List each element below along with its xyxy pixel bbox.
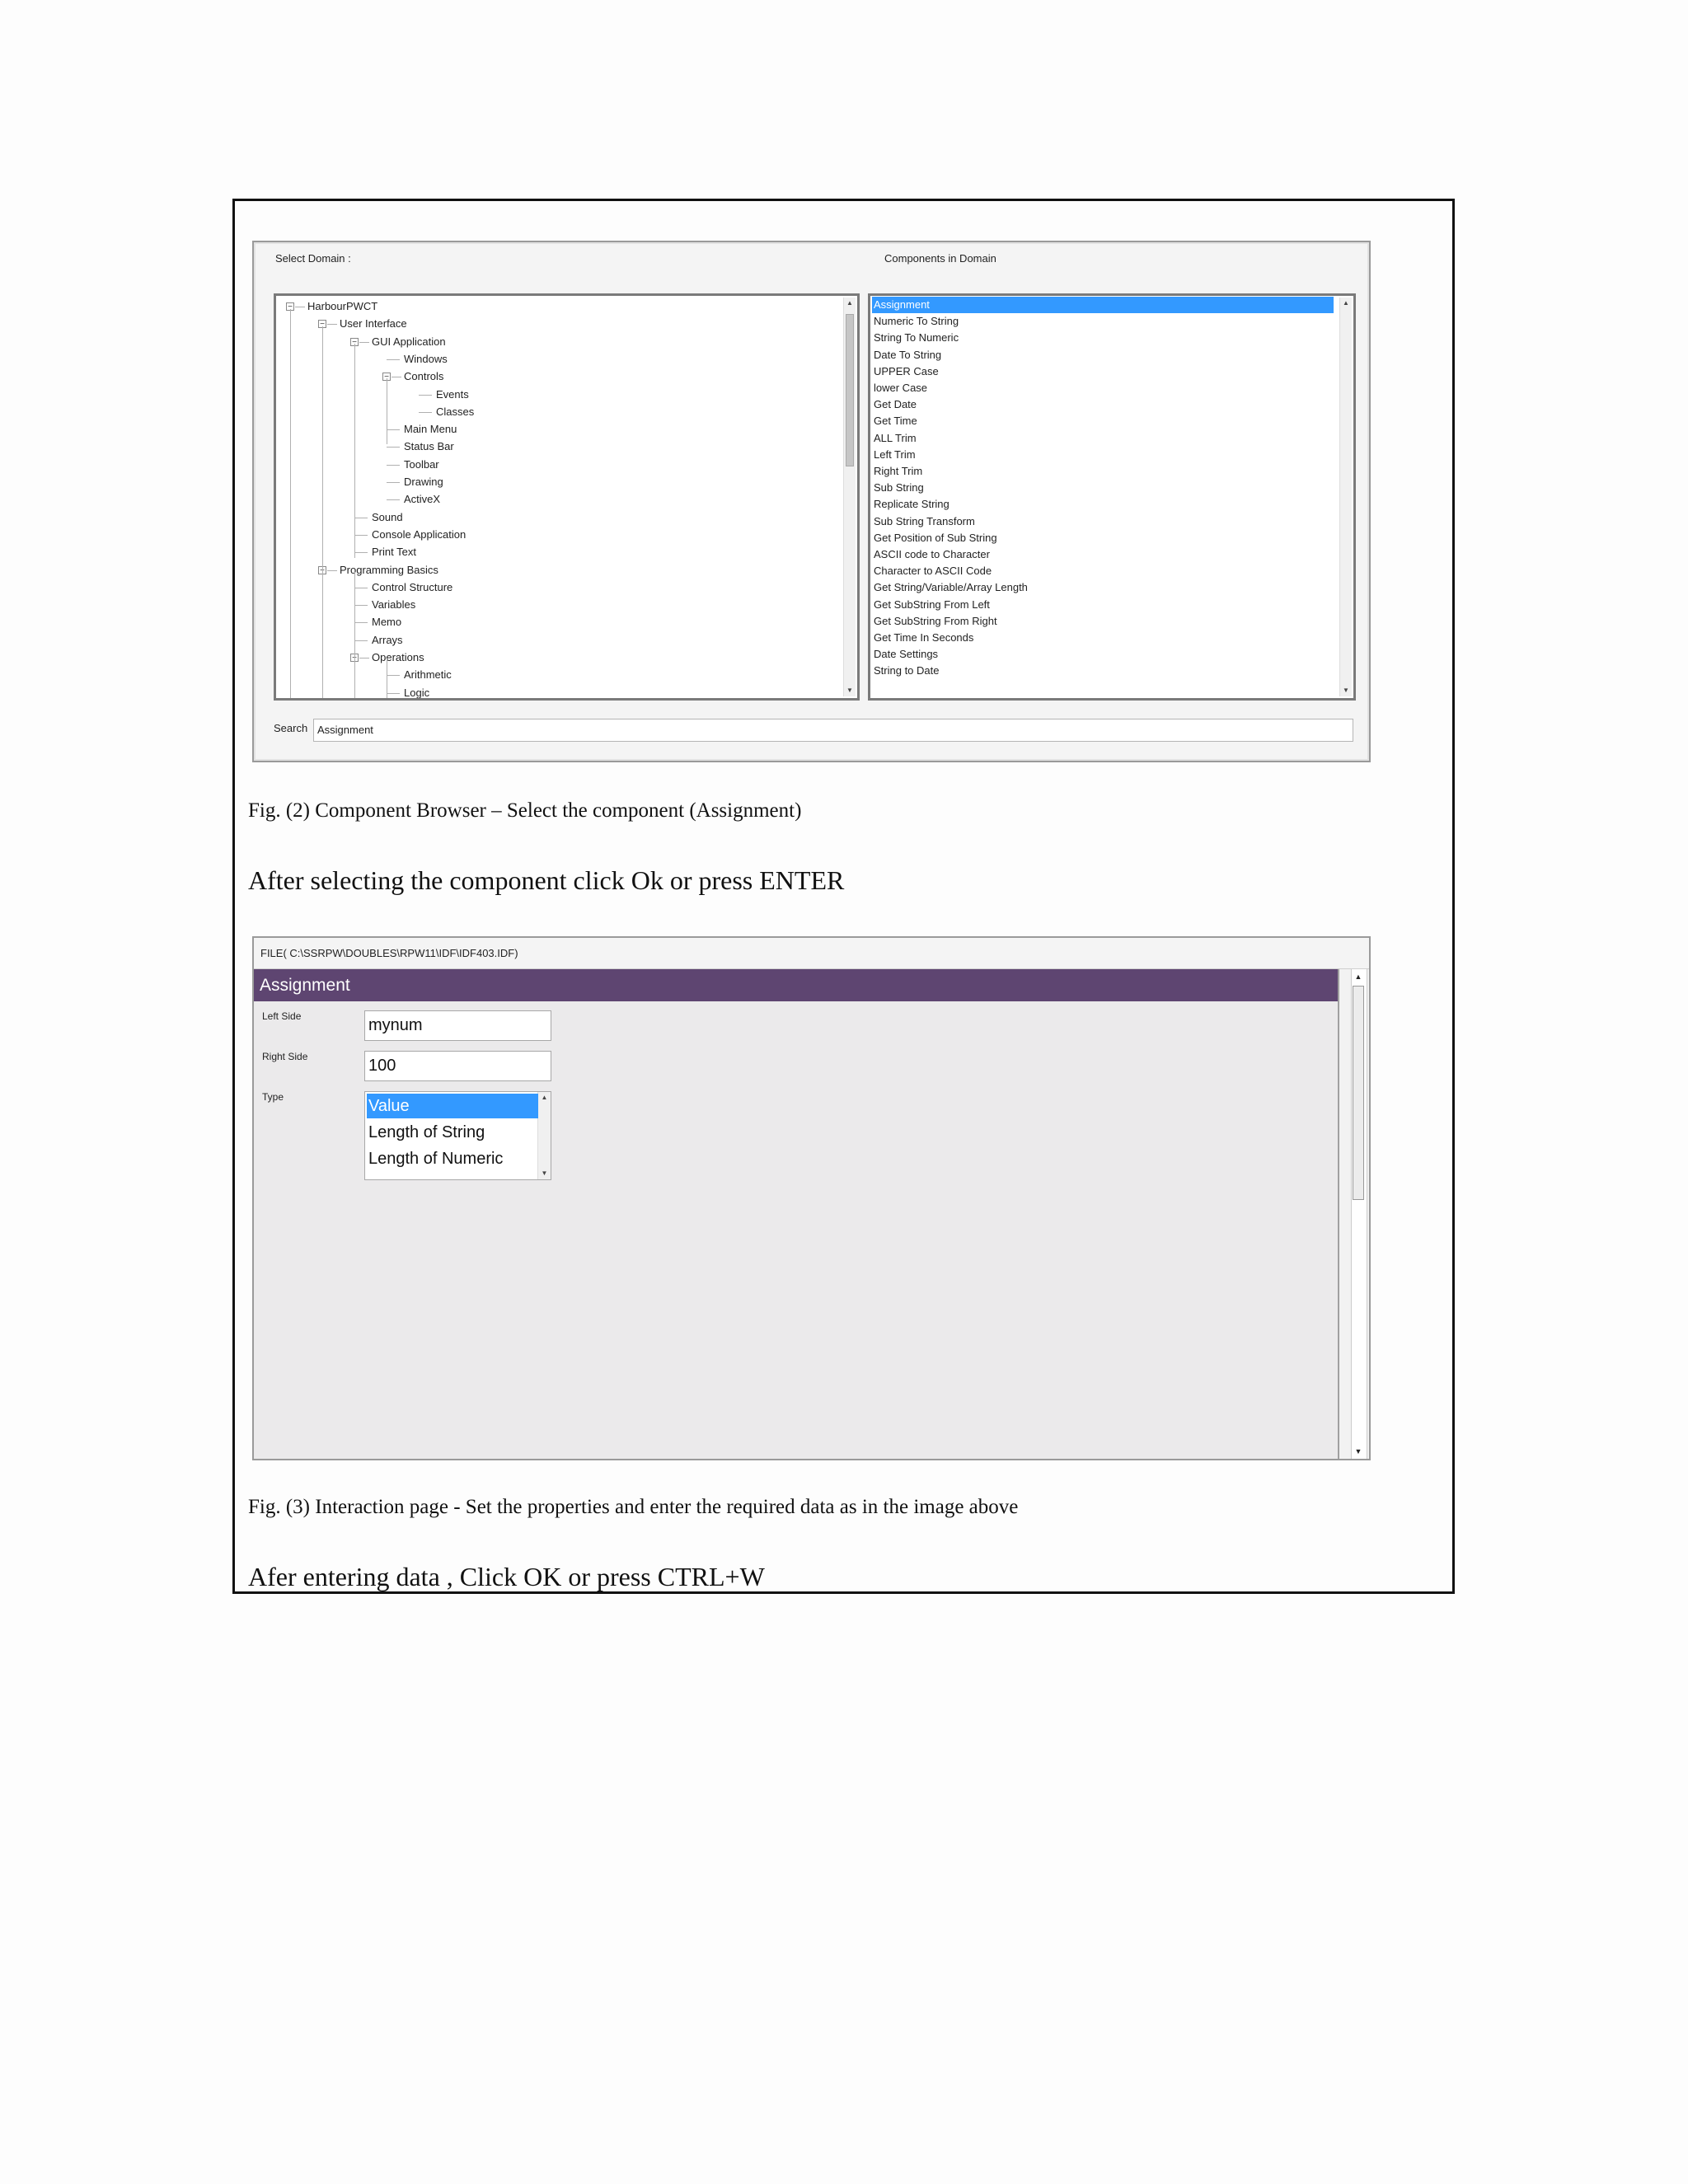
tree-item[interactable]: Print Text [372, 546, 416, 559]
tree-item[interactable]: HarbourPWCT [307, 300, 378, 312]
tree-item[interactable]: User Interface [340, 317, 407, 330]
scroll-down-arrow-icon[interactable]: ▼ [1354, 1447, 1362, 1455]
fig3-caption: Fig. (3) Interaction page - Set the properties and enter the required data as in the image above [248, 1496, 1019, 1518]
tree-item[interactable]: GUI Application [372, 335, 446, 348]
component-list-item[interactable]: Date To String [874, 348, 942, 361]
components-scrollbar[interactable] [1339, 298, 1352, 696]
tree-connector [354, 605, 368, 606]
type-option[interactable]: Length of String [368, 1123, 485, 1141]
tree-collapse-icon[interactable]: − [382, 373, 391, 381]
select-domain-label: Select Domain : [275, 252, 351, 265]
tree-item[interactable]: Memo [372, 616, 402, 629]
tree-guide-line [322, 326, 323, 701]
type-option[interactable]: Value [367, 1094, 538, 1118]
file-path-bar: FILE( C:\SSRPW\DOUBLES\RPW11\IDF\IDF403.IDF) [254, 938, 1369, 969]
tree-item[interactable]: Classes [436, 405, 475, 418]
component-list-item[interactable]: Get String/Variable/Array Length [874, 581, 1028, 594]
component-list-item[interactable]: ASCII code to Character [874, 548, 990, 560]
component-list-item[interactable]: Character to ASCII Code [874, 565, 992, 578]
tree-item[interactable]: Sound [372, 510, 403, 523]
tree-guide-line [354, 572, 355, 701]
type-option[interactable]: Length of Numeric [368, 1150, 504, 1168]
left-side-input[interactable]: mynum [364, 1010, 551, 1041]
tree-item[interactable]: Programming Basics [340, 563, 438, 576]
tree-collapse-icon[interactable]: − [350, 338, 359, 346]
fig2-caption: Fig. (2) Component Browser – Select the component (Assignment) [248, 799, 802, 822]
type-scrollbar[interactable] [537, 1092, 551, 1179]
tree-item[interactable]: Main Menu [404, 423, 457, 436]
tree-connector [387, 465, 400, 466]
tree-connector [359, 342, 369, 343]
tree-item[interactable]: Logic [404, 686, 430, 699]
tree-item[interactable]: Operations [372, 651, 424, 663]
domain-tree-scrollbar[interactable] [843, 298, 856, 696]
component-list-item[interactable]: Get Position of Sub String [874, 531, 997, 544]
tree-item[interactable]: Drawing [404, 476, 443, 488]
tree-item[interactable]: Status Bar [404, 440, 454, 453]
component-list-item[interactable]: ALL Trim [874, 431, 917, 444]
component-list-item[interactable]: Get Time In Seconds [874, 631, 974, 644]
tree-connector [387, 429, 400, 430]
type-label: Type [262, 1091, 284, 1103]
component-list-item[interactable]: Sub String [874, 481, 924, 494]
tree-connector [419, 395, 432, 396]
tree-connector [327, 570, 337, 571]
component-list-item[interactable]: Get Time [874, 415, 917, 428]
tree-connector [387, 675, 400, 676]
tree-connector [354, 622, 368, 623]
component-list-item[interactable]: lower Case [874, 382, 928, 394]
right-side-label: Right Side [262, 1051, 308, 1062]
right-side-input[interactable]: 100 [364, 1051, 551, 1081]
tree-connector [354, 640, 368, 641]
scroll-up-arrow-icon[interactable]: ▲ [1354, 972, 1362, 981]
tree-collapse-icon[interactable]: − [318, 320, 326, 328]
tree-connector [419, 412, 432, 413]
component-list-item[interactable]: Replicate String [874, 498, 950, 511]
component-list-item[interactable]: Get SubString From Right [874, 614, 997, 627]
tree-connector [327, 324, 337, 325]
search-label: Search [274, 722, 308, 734]
left-side-label: Left Side [262, 1010, 302, 1022]
tree-collapse-icon[interactable]: − [286, 302, 294, 311]
scroll-up-arrow-icon[interactable]: ▲ [846, 299, 853, 307]
components-list[interactable] [868, 293, 1356, 701]
tree-item[interactable]: Control Structure [372, 580, 453, 593]
component-list-item[interactable]: UPPER Case [874, 364, 939, 377]
scroll-thumb[interactable] [846, 314, 854, 466]
scroll-down-arrow-icon[interactable]: ▼ [1343, 687, 1349, 694]
interaction-scrollbar[interactable] [1338, 969, 1369, 1459]
scroll-down-arrow-icon[interactable]: ▼ [541, 1169, 548, 1177]
tree-item[interactable]: Events [436, 387, 469, 401]
scroll-thumb[interactable] [1353, 986, 1364, 1200]
component-list-item[interactable]: Left Trim [874, 448, 916, 461]
tree-item[interactable]: Arrays [372, 633, 403, 646]
component-list-item[interactable]: Right Trim [874, 465, 923, 477]
tree-item[interactable]: Toolbar [404, 457, 439, 471]
tree-guide-line [354, 344, 355, 558]
component-list-item[interactable]: String To Numeric [874, 331, 959, 344]
tree-guide-line [290, 309, 291, 701]
instruction-select: After selecting the component click Ok or press ENTER [248, 865, 845, 895]
tree-item[interactable]: Arithmetic [404, 668, 452, 682]
tree-connector [387, 693, 400, 694]
tree-connector [387, 482, 400, 483]
scroll-up-arrow-icon[interactable]: ▲ [1343, 299, 1349, 307]
tree-connector [387, 447, 400, 448]
tree-item[interactable]: Windows [404, 352, 448, 365]
component-list-item[interactable]: Date Settings [874, 648, 939, 661]
tree-item[interactable]: Console Application [372, 527, 467, 541]
component-list-item[interactable]: Assignment [872, 297, 1334, 313]
scroll-up-arrow-icon[interactable]: ▲ [541, 1094, 548, 1101]
tree-item[interactable]: Variables [372, 598, 416, 612]
type-listbox[interactable] [364, 1091, 551, 1180]
tree-item[interactable]: Controls [404, 370, 444, 383]
component-list-item[interactable]: Sub String Transform [874, 514, 975, 527]
component-list-item[interactable]: Get Date [874, 398, 917, 411]
components-in-domain-label: Components in Domain [884, 252, 996, 265]
tree-collapse-icon[interactable]: − [350, 654, 359, 662]
tree-connector [387, 359, 400, 360]
component-browser [252, 241, 1371, 762]
component-list-item[interactable]: String to Date [874, 664, 940, 677]
domain-tree[interactable] [274, 293, 860, 701]
component-list-item[interactable]: Get SubString From Left [874, 598, 990, 611]
component-list-item[interactable]: Numeric To String [874, 315, 959, 328]
scroll-down-arrow-icon[interactable]: ▼ [846, 687, 853, 694]
interaction-page [252, 936, 1371, 1460]
search-input[interactable]: Assignment [313, 719, 1353, 742]
tree-connector [354, 552, 368, 553]
instruction-save: Afer entering data , Click OK or press CTRL+W [248, 1562, 765, 1591]
interaction-title: Assignment [254, 969, 1341, 1001]
tree-collapse-icon[interactable]: − [318, 566, 326, 574]
tree-connector [354, 535, 368, 536]
tree-connector [387, 499, 400, 500]
tree-item[interactable]: ActiveX [404, 493, 441, 506]
